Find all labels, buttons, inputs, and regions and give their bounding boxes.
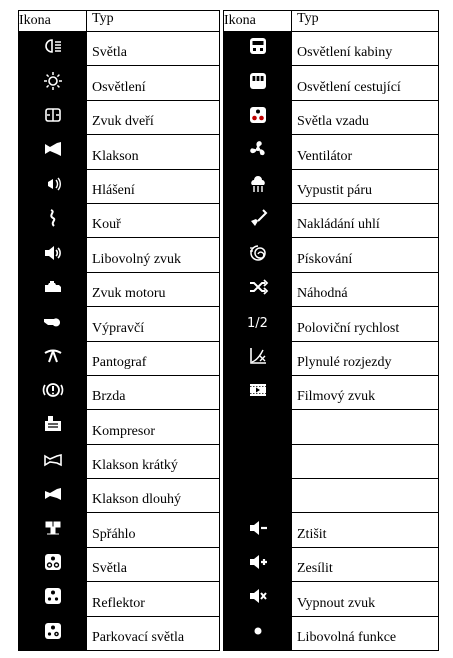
type-left: Klakson krátký (87, 444, 220, 478)
type-right: Nakládání uhlí (292, 203, 439, 237)
type-left: Pantograf (87, 341, 220, 375)
sun-icon (42, 70, 64, 92)
dot-icon (247, 620, 269, 642)
table-row (19, 135, 439, 169)
header-type-right: Typ (292, 11, 439, 32)
horn-long-icon (42, 482, 64, 504)
type-left: Klakson (87, 135, 220, 169)
table-row (19, 238, 439, 272)
type-left: Zvuk dveří (87, 100, 220, 134)
type-right: Náhodná (292, 272, 439, 306)
type-left: Parkovací světla (87, 616, 220, 650)
type-right: Libovolná funkce (292, 616, 439, 650)
type-left: Spřáhlo (87, 513, 220, 547)
dice-lights-icon (42, 551, 64, 573)
door-icon (42, 104, 64, 126)
type-right: Ztišit (292, 513, 439, 547)
half-speed-icon: 1/2 (247, 315, 268, 331)
type-right (292, 479, 439, 513)
type-right: Poloviční rychlost (292, 307, 439, 341)
shovel-icon (247, 207, 269, 229)
table-row (19, 479, 439, 513)
fan-icon (247, 138, 269, 160)
speaker-icon (42, 242, 64, 264)
dice-parking-icon (42, 620, 64, 642)
smooth-start-icon (247, 345, 269, 367)
type-right: Zesílit (292, 547, 439, 581)
type-right: Pískování (292, 238, 439, 272)
type-left: Libovolný zvuk (87, 238, 220, 272)
type-right: Světla vzadu (292, 100, 439, 134)
table-row (19, 307, 439, 341)
volume-down-icon (247, 517, 269, 539)
steam-icon (247, 173, 269, 195)
type-left: Výpravčí (87, 307, 220, 341)
type-right: Filmový zvuk (292, 375, 439, 409)
brake-icon (42, 379, 64, 401)
type-right: Plynulé rozjezdy (292, 341, 439, 375)
type-left: Reflektor (87, 582, 220, 616)
dice-reflector-icon (42, 585, 64, 607)
type-right: Ventilátor (292, 135, 439, 169)
type-left: Světla (87, 32, 220, 66)
volume-up-icon (247, 551, 269, 573)
type-left: Kouř (87, 203, 220, 237)
type-left: Světla (87, 547, 220, 581)
table-row (19, 203, 439, 237)
table-row (19, 375, 439, 409)
type-right: Osvětlení cestující (292, 66, 439, 100)
type-left: Brzda (87, 375, 220, 409)
header-row (19, 11, 439, 32)
table-row (19, 272, 439, 306)
horn-icon (42, 138, 64, 160)
type-left: Kompresor (87, 410, 220, 444)
passenger-light-icon (247, 70, 269, 92)
type-right: Osvětlení kabiny (292, 32, 439, 66)
table-row (19, 616, 439, 650)
type-right: Vypnout zvuk (292, 582, 439, 616)
header-icon-left: Ikona (19, 11, 87, 32)
compressor-icon (42, 413, 64, 435)
type-left: Osvětlení (87, 66, 220, 100)
film-icon (247, 379, 269, 401)
type-right (292, 444, 439, 478)
table-row (19, 341, 439, 375)
cabin-light-icon (247, 35, 269, 57)
shuffle-icon (247, 276, 269, 298)
header-icon-right: Ikona (224, 11, 292, 32)
horn-short-icon (42, 448, 64, 470)
header-type-left: Typ (87, 11, 220, 32)
type-left: Klakson dlouhý (87, 479, 220, 513)
type-left: Hlášení (87, 169, 220, 203)
table-row (19, 32, 439, 66)
table-row (19, 547, 439, 581)
function-icon-table (18, 10, 439, 651)
table-row (19, 444, 439, 478)
type-left: Zvuk motoru (87, 272, 220, 306)
table-row (19, 513, 439, 547)
smoke-icon (42, 207, 64, 229)
coupler-icon (42, 517, 64, 539)
table-row (19, 410, 439, 444)
type-right (292, 410, 439, 444)
table-row (19, 169, 439, 203)
engine-icon (42, 276, 64, 298)
table-row (19, 66, 439, 100)
type-right: Vypustit páru (292, 169, 439, 203)
pantograph-icon (42, 345, 64, 367)
mute-icon (247, 585, 269, 607)
table-row (19, 100, 439, 134)
rear-lights-icon (247, 104, 269, 126)
announcement-icon (42, 173, 64, 195)
whistle-icon (42, 310, 64, 332)
table-row (19, 582, 439, 616)
sanding-icon (247, 242, 269, 264)
headlight-icon (42, 35, 64, 57)
